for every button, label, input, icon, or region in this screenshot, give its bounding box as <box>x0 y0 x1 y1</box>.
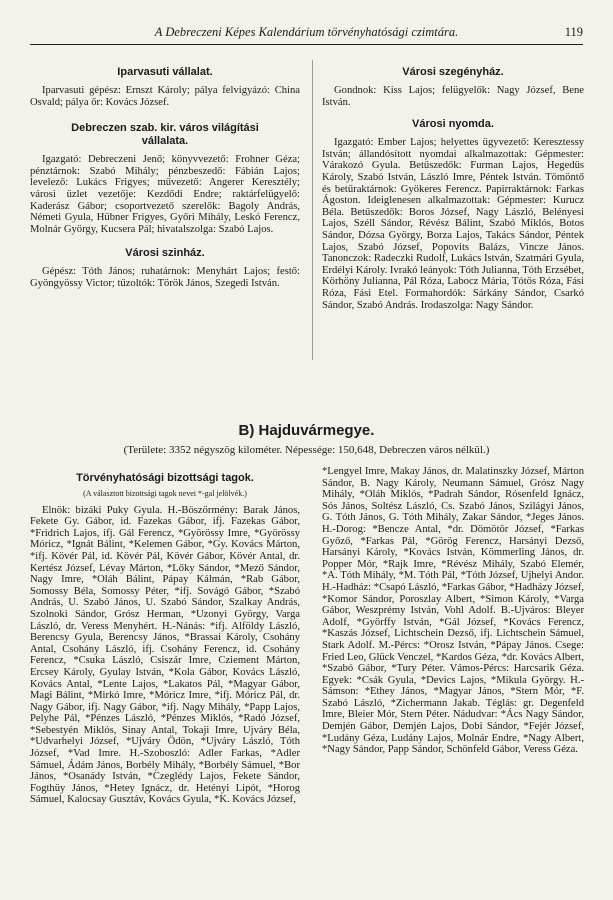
page-number: 119 <box>564 25 583 39</box>
page-header <box>30 22 583 45</box>
section-heading-szegenyhaz: Városi szegényház. <box>402 66 504 78</box>
header-title: A Debreczeni Képes Kalendárium törvényhatósági czimtára. <box>154 25 459 39</box>
section-heading-vilagitasi-line2: vállalata. <box>141 135 189 148</box>
section-heading-bizottsagi: Törvényhatósági bizottsági tagok. <box>76 472 254 484</box>
section-text-bizottsagi-left: Elnök: bizáki Puky Gyula. H.-Böszörmény: Barak János, Fekete Gy. Gábor, id. Fazekas Gábor, ifj. Fazekas Gábor, *Fridrich Lajos, ifj. Gál Ferencz, *Györössy Imre, *Györössy Móricz, *Ignát Bálint, *Kelemen Gábor, *Gy. Kovács Márton, *ifj. Kövér Pál, id. Kövér Pál, Kövér Gábor, Kövér Antal, dr. Kertész József, Lévay Márton, *Lőky Sándor, *Mező Sándor, Nagy Imre, *Oláh Bálint, Pápay Kálmán, *Rab Gábor, Somossy Béla, Somossy Péter, *ifj. Sovágó Gábor, *Szabó András, U. Szabó János, U. Szabó Sándor, Szalkay András, Szolnoki Sándor, Grósz Herman, *Uzonyi György, Varga László, dr. Veress Menyhért. H.-Nánás: *ifj. Alföldy László, Berencsy Gyula, Berencsy János, *Brassai Károly, Csohány Antal, Csohány László, ifj. Csohány Ferencz, id. Csohány Ferencz, *Csuka László, Csiszár Imre, Cziement Márton, Ercsey Károly, Gyulay István, *Kola Gábor, Kovács László, Kovács Antal, *Lente Lajos, *Lakatos Pál, *Magyar Gábor, Magi Bálint, *Mirkó Imre, *Móricz Imre, *ifj. Móricz Pál, dr. Nagy Gábor, ifj. Nagy Gábor, *ifj. Nagy Mihály, *Papp Lajos, Pelyhe Pál, *Pénzes László, *Pénzes Miklós, *Radó József, *Sebestyén Miklós, Sinay Antal, Tokaji Imre, Ujváry Béla, *Udvarhelyi József, *Ujváry Ödön, *Ujváry László, Tóth József, *Vad Imre. H.-Szoboszló: Adler Farkas, *Adler Sámuel, Ádám János, Borbély Mihály, *Borbély Sámuel, *Bor János, *Osanády István, *Czeglédy Lajos, Fekete Sándor, Fogthüy János, *Hetey Ignácz, dr. Hetényi Lipót, *Horog Sámuel, Kalocsay Gusztáv, Kovács Gyula, *K. Kovács József, <box>30 504 300 806</box>
section-text-nyomda: Igazgató: Ember Lajos; helyettes ügyvezető: Keresztessy István; állandósított nyomdai alkalmazottak: Gépmester: Várakozó Gyula. Betűszedők: Furman Lajos, Hegedüs Károly, Szabó István, László Imre, Péntek István. Tömöntő és betűraktárnok: Gyökeres Ferencz. Papirraktárnok: Farkas Ágoston. Ideiglenesen alkalmazottak: Gépmester: Kurucz Béla. Betűszedők: Boros József, Nagy László, Belényesi Lajos, Széll Sándor, Révész Bálint, Szabó Miklós, Botos Sándor, Dózsa György, Borza Lajos, Takács Sándor, Péntek Lajos, Szabó József, Popovits Balázs, Vincze János. Tanonczok: Radeczki Rudolf, Lukács István, Szatmári Gyula, Erdélyi Károly. Ivrakó leányok: Tóth Julianna, Tóth Erzsébet, Körhöny Julianna, Pál Róza, Labocz Mária, Tótös Róza, Fási Róza, Fási Etel. Formahordók: Sárkány Sándor, Csarkó Sándor, Szabó András. Irodaszolga: Nagy Sándor. <box>322 137 584 311</box>
section-heading-iparvasuti: Iparvasuti vállalat. <box>117 66 213 78</box>
section-text-bizottsagi-right: *Lengyel Imre, Makay János, dr. Malatinszky József, Márton Sándor, B. Nagy Károly, Neumann Sámuel, Grósz Nagy Mihály, *Oláh Miklós, *Padrah Sándor, Rósenfeld Ignácz, Sós János, Soltész László, Cs. Szabó János, Szilágyi János, G. Tóth János, G. Tóth Mihály, Zakar Sándor, *Jeges János. H.-Dorog: *Bencze Antal, *dr. Dömötör József, *Farkas Győző, *Farkas Pál, *Görög Ferencz, Harsányi Dezső, Harsányi Károly, *Kovács István, Kömmerling János, dr. Popper Mór, *Rajk Imre, *Révész Mihály, Szabó Elemér, *A. Tóth Mihály, *M. Tóth Pál, *Tóth József, Ujhelyi Andor. H.-Hadház: *Csapó László, *Farkas Gábor, *Hadházy József, *Komor Sándor, Poroszlay Albert, *Simon Károly, *Varga Gábor, Weszprémy István, Vohl Adolf. B.-Ujváros: Bleyer Adolf, *Györffy István, *Gál József, *Kovács Ferencz, *Kaszás József, Lichtschein Dezső, ifj. Lichtschein Sámuel, Stark Adolf. M.-Pércs: *Orosz István, *Pápay János. Csege: Fried Leo, Glück Venczel, *Kardos Géza, *dr. Kovács Albert, *Szabó Gábor, *Tury Péter. Vámos-Pércs: Harcsarik Géza. Egyek: *Csák Gyula, *Devics Lajos, *Mikula György. H.-Sámson: *Ethey János, *Magyar János, *Stern Mór, *F. Szabó László, *Zichermann Jakab. Téglás: gr. Degenfeld Imre, Bleier Mór, Stern Péter. Nádudvar: *Ács Nagy Sándor, Demjén Gábor, Demjén Lajos, Dobi Sándor, *Fejér József, *Ludány Géza, Ludány Lajos, Molnár Endre, *Nagy Albert, *Nagy Sándor, Papp Sándor, Schönfeld Gábor, Veress Géza. <box>322 466 584 756</box>
section-text-vilagitasi: Igazgató: Debreczeni Jenő; könyvvezető: Frohner Géza; pénztárnok: Szabó Mihály; pénzbeszedő: Fábián Lajos; levelező: Lukács Frigyes; művezető: Angerer Keresztély; városi üzlet vezetője: Kezdődi Endre; raktárfelügyelő: Kaderász Gábor; csoportvezető szerelők: Bagoly András, Németi Gyula, Hübner Frigyes, Győri Mihály, Leskó Ferencz, Molnár György, Kucsera Pál; hivatalszolga: Szabó Lajos. <box>30 154 300 235</box>
left-top-column <box>30 60 300 290</box>
left-bottom-column <box>30 466 300 806</box>
section-text-szegenyhaz: Gondnok: Kiss Lajos; felügyelők: Nagy József, Bene István. <box>322 85 584 108</box>
county-heading: B) Hajduvármegye. <box>238 422 375 439</box>
section-heading-nyomda: Városi nyomda. <box>412 118 494 131</box>
section-text-szinhaz: Gépész: Tóth János; ruhatárnok: Menyhárt Lajos; festő: Gyöngyössy Victor; tűzoltók: Török János, Szegedi István. <box>30 266 300 289</box>
section-heading-vilagitasi-line1: Debreczen szab. kir. város világítási <box>71 122 259 135</box>
section-note-bizottsagi: (A választott bizottsági tagok nevei *-gal jelölvék.) <box>83 489 247 498</box>
county-subtitle: (Területe: 3352 négyszög kilométer. Népessége: 150,648, Debreczen város nélkül.) <box>123 444 490 456</box>
section-heading-szinhaz: Városi szinház. <box>125 247 205 260</box>
right-top-column <box>322 60 584 311</box>
column-divider <box>312 60 313 360</box>
right-bottom-column <box>322 466 584 756</box>
section-text-iparvasuti: Iparvasuti gépész: Ernszt Károly; pálya felvigyázó: China Osvald; pálya őr: Kovács József. <box>30 85 300 108</box>
section-heading-vilagitasi <box>30 122 300 148</box>
